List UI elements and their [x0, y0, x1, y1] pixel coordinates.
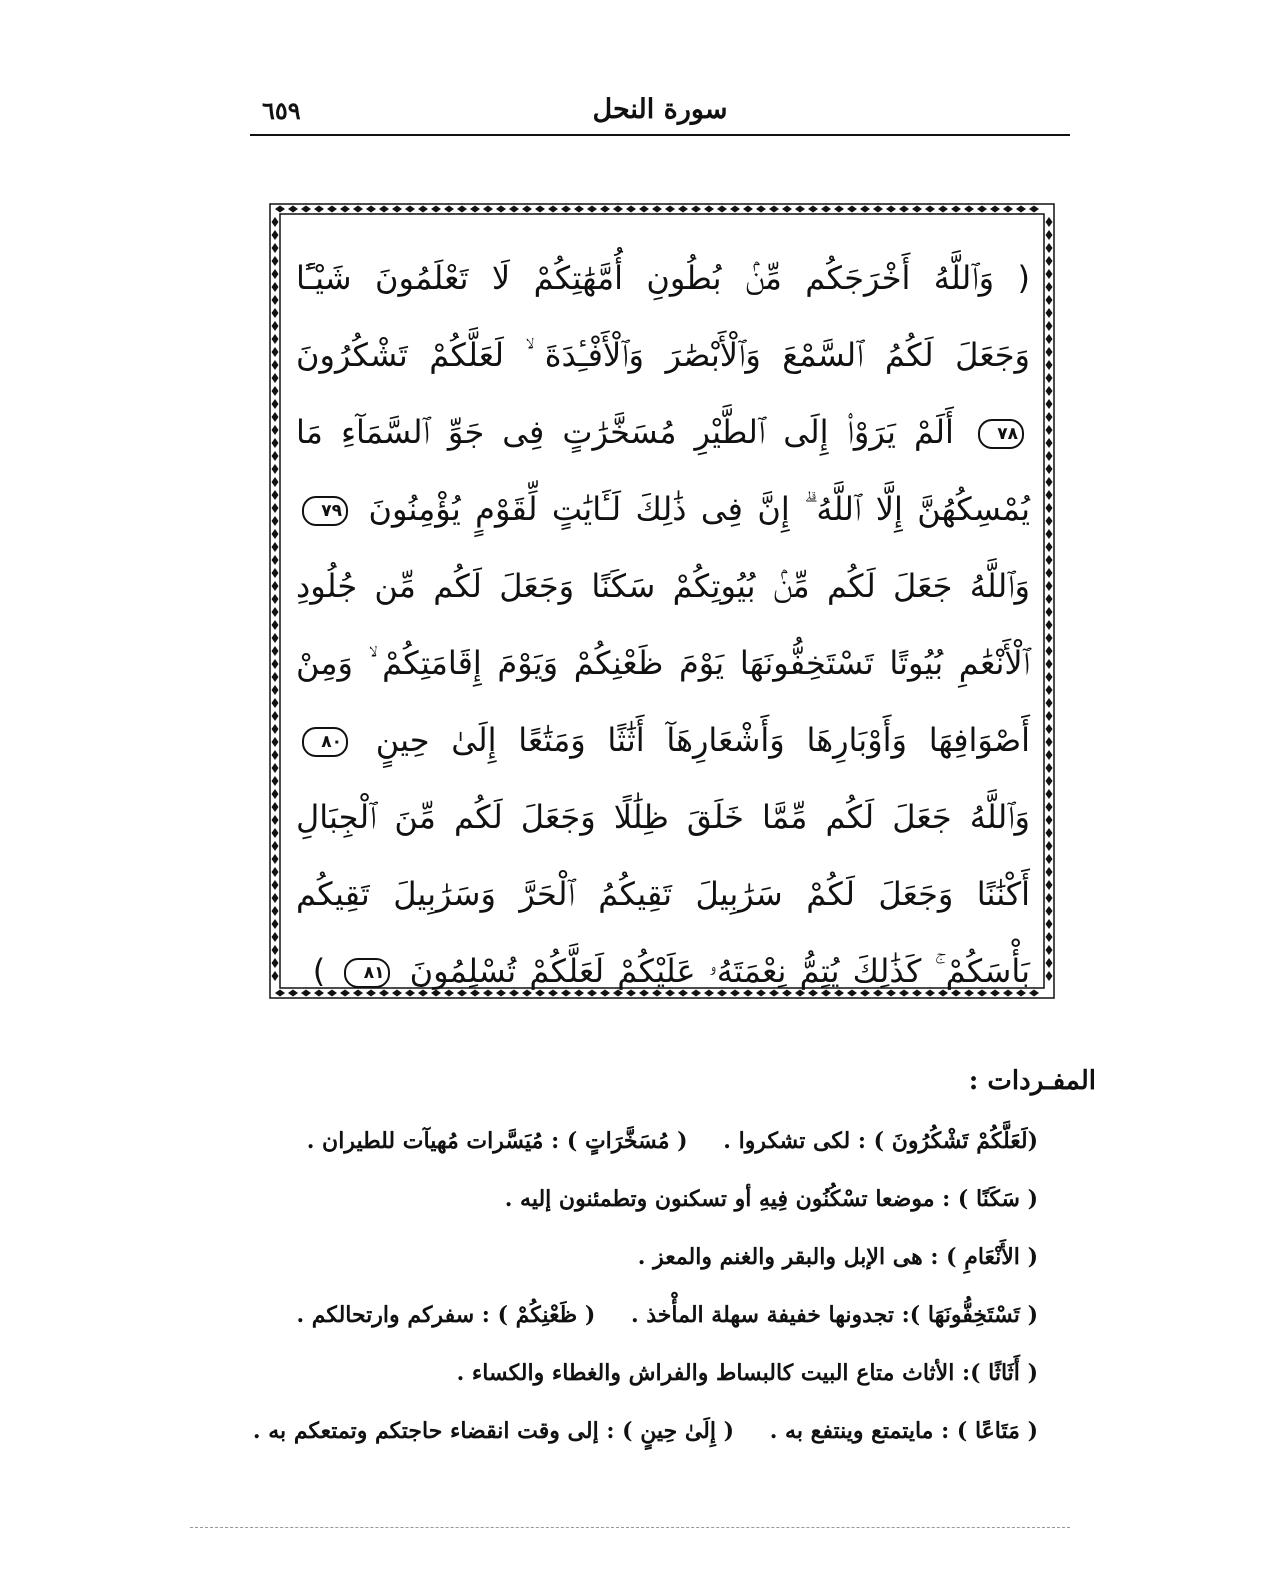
open-bracket: ( — [1017, 259, 1030, 297]
page-header — [250, 92, 1070, 136]
vocab-line — [238, 1228, 1038, 1286]
ayah-marker-80: ٨٠ — [302, 727, 348, 757]
vocab-line — [238, 1170, 1038, 1228]
vocab-line — [238, 1112, 1038, 1170]
vocab-entry: ( تَسْتَخِفُّونَهَا ): تجدونها خفيفة سهلة المأْخذ . — [630, 1302, 1038, 1328]
vocab-entry: ( مُسَخَّرَاتٍ ) : مُيَسَّرات مُهيآت للطيران . — [306, 1128, 688, 1154]
surah-title: سورة النحل — [592, 94, 728, 125]
verse-80: وَٱللَّهُ جَعَلَ لَكُم مِّنۢ بُيُوتِكُمْ سَكَنًا وَجَعَلَ لَكُم مِّن جُلُودِ ٱلْأَنْعَٰمِ بُيُوتًا تَسْتَخِفُّونَهَا يَوْمَ ظَعْنِكُمْ وَيَوْمَ إِقَامَتِكُمْ ۙ وَمِنْ أَصْوَافِهَا وَأَوْبَارِهَا وَأَشْعَارِهَآ أَثَٰثًا وَمَتَٰعًا إِلَىٰ حِينٍ — [296, 567, 1031, 759]
vocab-entry: ( سَكَنًا ) : موضعا تسْكُنُون فِيهِ أو تسكنون وتطمئنون إليه . — [504, 1186, 1038, 1212]
vocab-entry: ( مَتَاعًا ) : مايتمتع وينتفع به . — [769, 1418, 1038, 1444]
vocab-entry: ( أَثَاثًا ): الأثاث متاع البيت كالبساط والفراش والغطاء والكساء . — [456, 1360, 1038, 1386]
vocabulary-heading: المفـردات : — [968, 1066, 1096, 1096]
vocabulary-list — [238, 1112, 1038, 1460]
ayah-marker-79: ٧٩ — [302, 496, 348, 526]
verse-78: وَٱللَّهُ أَخْرَجَكُم مِّنۢ بُطُونِ أُمَّهَٰتِكُمْ لَا تَعْلَمُونَ شَيْـًٔا وَجَعَلَ لَكُمُ ٱلسَّمْعَ وَٱلْأَبْصَٰرَ وَٱلْأَفْـِٔدَةَ ۙ لَعَلَّكُمْ تَشْكُرُونَ — [296, 259, 1030, 374]
page-number: ٦٥٩ — [262, 96, 301, 125]
vocab-entry: ( الأَنْعَامِ ) : هى الإبل والبقر والغنم والمعز . — [637, 1244, 1038, 1270]
vocab-line — [238, 1402, 1038, 1460]
vocab-entry: ( إِلَىٰ حِينٍ ) : إلى وقت انقضاء حاجتكم وتمتعكم به . — [252, 1418, 735, 1444]
vocab-entry: (لَعَلَّكُمْ تَشْكُرُونَ ) : لكى تشكروا . — [723, 1128, 1038, 1154]
ayah-marker-81: ٨١ — [344, 958, 390, 988]
vocab-entry: ( ظَعْنِكُمْ ) : سفركم وارتحالكم . — [296, 1302, 596, 1328]
vocab-line — [238, 1344, 1038, 1402]
bottom-rule — [190, 1527, 1070, 1528]
ayah-marker-78: ٧٨ — [978, 419, 1024, 449]
verse-81: وَٱللَّهُ جَعَلَ لَكُم مِّمَّا خَلَقَ ظِلَٰلًا وَجَعَلَ لَكُم مِّنَ ٱلْجِبَالِ أَكْنَٰنًا وَجَعَلَ لَكُمْ سَرَٰبِيلَ تَقِيكُمُ ٱلْحَرَّ وَسَرَٰبِيلَ تَقِيكُم بَأْسَكُمْ ۚ كَذَٰلِكَ يُتِمُّ نِعْمَتَهُۥ عَلَيْكُمْ لَعَلَّكُمْ تُسْلِمُونَ — [296, 798, 1030, 990]
close-bracket: ) — [312, 952, 326, 990]
verse-text — [296, 240, 1031, 990]
verse-79: أَلَمْ يَرَوْا۟ إِلَى ٱلطَّيْرِ مُسَخَّرَٰتٍ فِى جَوِّ ٱلسَّمَآءِ مَا يُمْسِكُهُنَّ إِلَّا ٱللَّهُ ۗ إِنَّ فِى ذَٰلِكَ لَـَٔايَٰتٍ لِّقَوْمٍ يُؤْمِنُونَ — [296, 413, 1031, 528]
vocab-line — [238, 1286, 1038, 1344]
